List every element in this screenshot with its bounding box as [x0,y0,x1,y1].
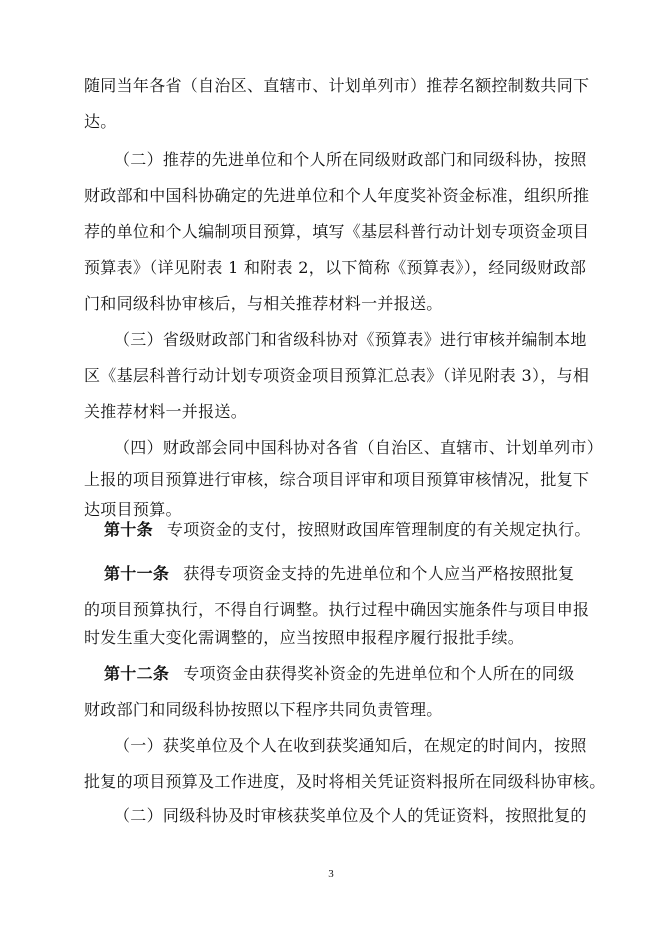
article-line [104,664,662,684]
paragraph-line: 门和同级科协审核后，与相关推荐材料一并报送。 [84,294,443,313]
page-number: 3 [328,868,334,880]
paragraph-line: 的项目预算执行，不得自行调整。执行过程中确因实施条件与项目申报 [84,600,590,619]
paragraph-line: 上报的项目预算进行审核，综合项目评审和项目预算审核情况，批复下 [84,470,590,489]
paragraph-line: （三）省级财政部门和省级科协对《预算表》进行审核并编制本地 [114,330,587,349]
paragraph-line: （四）财政部会同中国科协对各省（自治区、直辖市、计划单列市） [114,438,604,457]
paragraph-line: 随同当年各省（自治区、直辖市、计划单列市）推荐名额控制数共同下 [84,76,590,95]
paragraph-line: 达项目预算。 [84,500,182,519]
paragraph-line: （一）获奖单位及个人在收到获奖通知后，在规定的时间内，按照 [114,736,587,755]
paragraph-line: 批复的项目预算及工作进度，及时将相关凭证资料报所在同级科协审核。 [84,772,606,791]
article-text: 专项资金的支付，按照财政国库管理制度的有关规定执行。 [166,520,591,539]
paragraph-line: （二）推荐的先进单位和个人所在同级财政部门和同级科协，按照 [114,150,587,169]
article-heading: 第十二条 [104,664,170,683]
paragraph-line: 达。 [84,112,117,131]
paragraph-line: 关推荐材料一并报送。 [84,402,248,421]
article-heading: 第十一条 [104,564,170,583]
article-line [104,520,662,540]
paragraph-line: 荐的单位和个人编制项目预算，填写《基层科普行动计划专项资金项目 [84,222,590,241]
article-text: 专项资金由获得奖补资金的先进单位和个人所在的同级 [183,664,575,683]
article-text: 获得专项资金支持的先进单位和个人应当严格按照批复 [183,564,575,583]
article-heading: 第十条 [104,520,153,539]
paragraph-line: 预算表》（详见附表 1 和附表 2，以下简称《预算表》），经同级财政部 [84,258,587,277]
paragraph-line: （二）同级科协及时审核获奖单位及个人的凭证资料，按照批复的 [114,806,587,825]
paragraph-line: 区《基层科普行动计划专项资金项目预算汇总表》（详见附表 3），与相 [84,366,590,385]
paragraph-line: 时发生重大变化需调整的，应当按照申报程序履行报批手续。 [84,628,525,647]
paragraph-line: 财政部门和同级科协按照以下程序共同负责管理。 [84,700,443,719]
article-line [104,564,662,584]
paragraph-line: 财政部和中国科协确定的先进单位和个人年度奖补资金标准，组织所推 [84,186,590,205]
